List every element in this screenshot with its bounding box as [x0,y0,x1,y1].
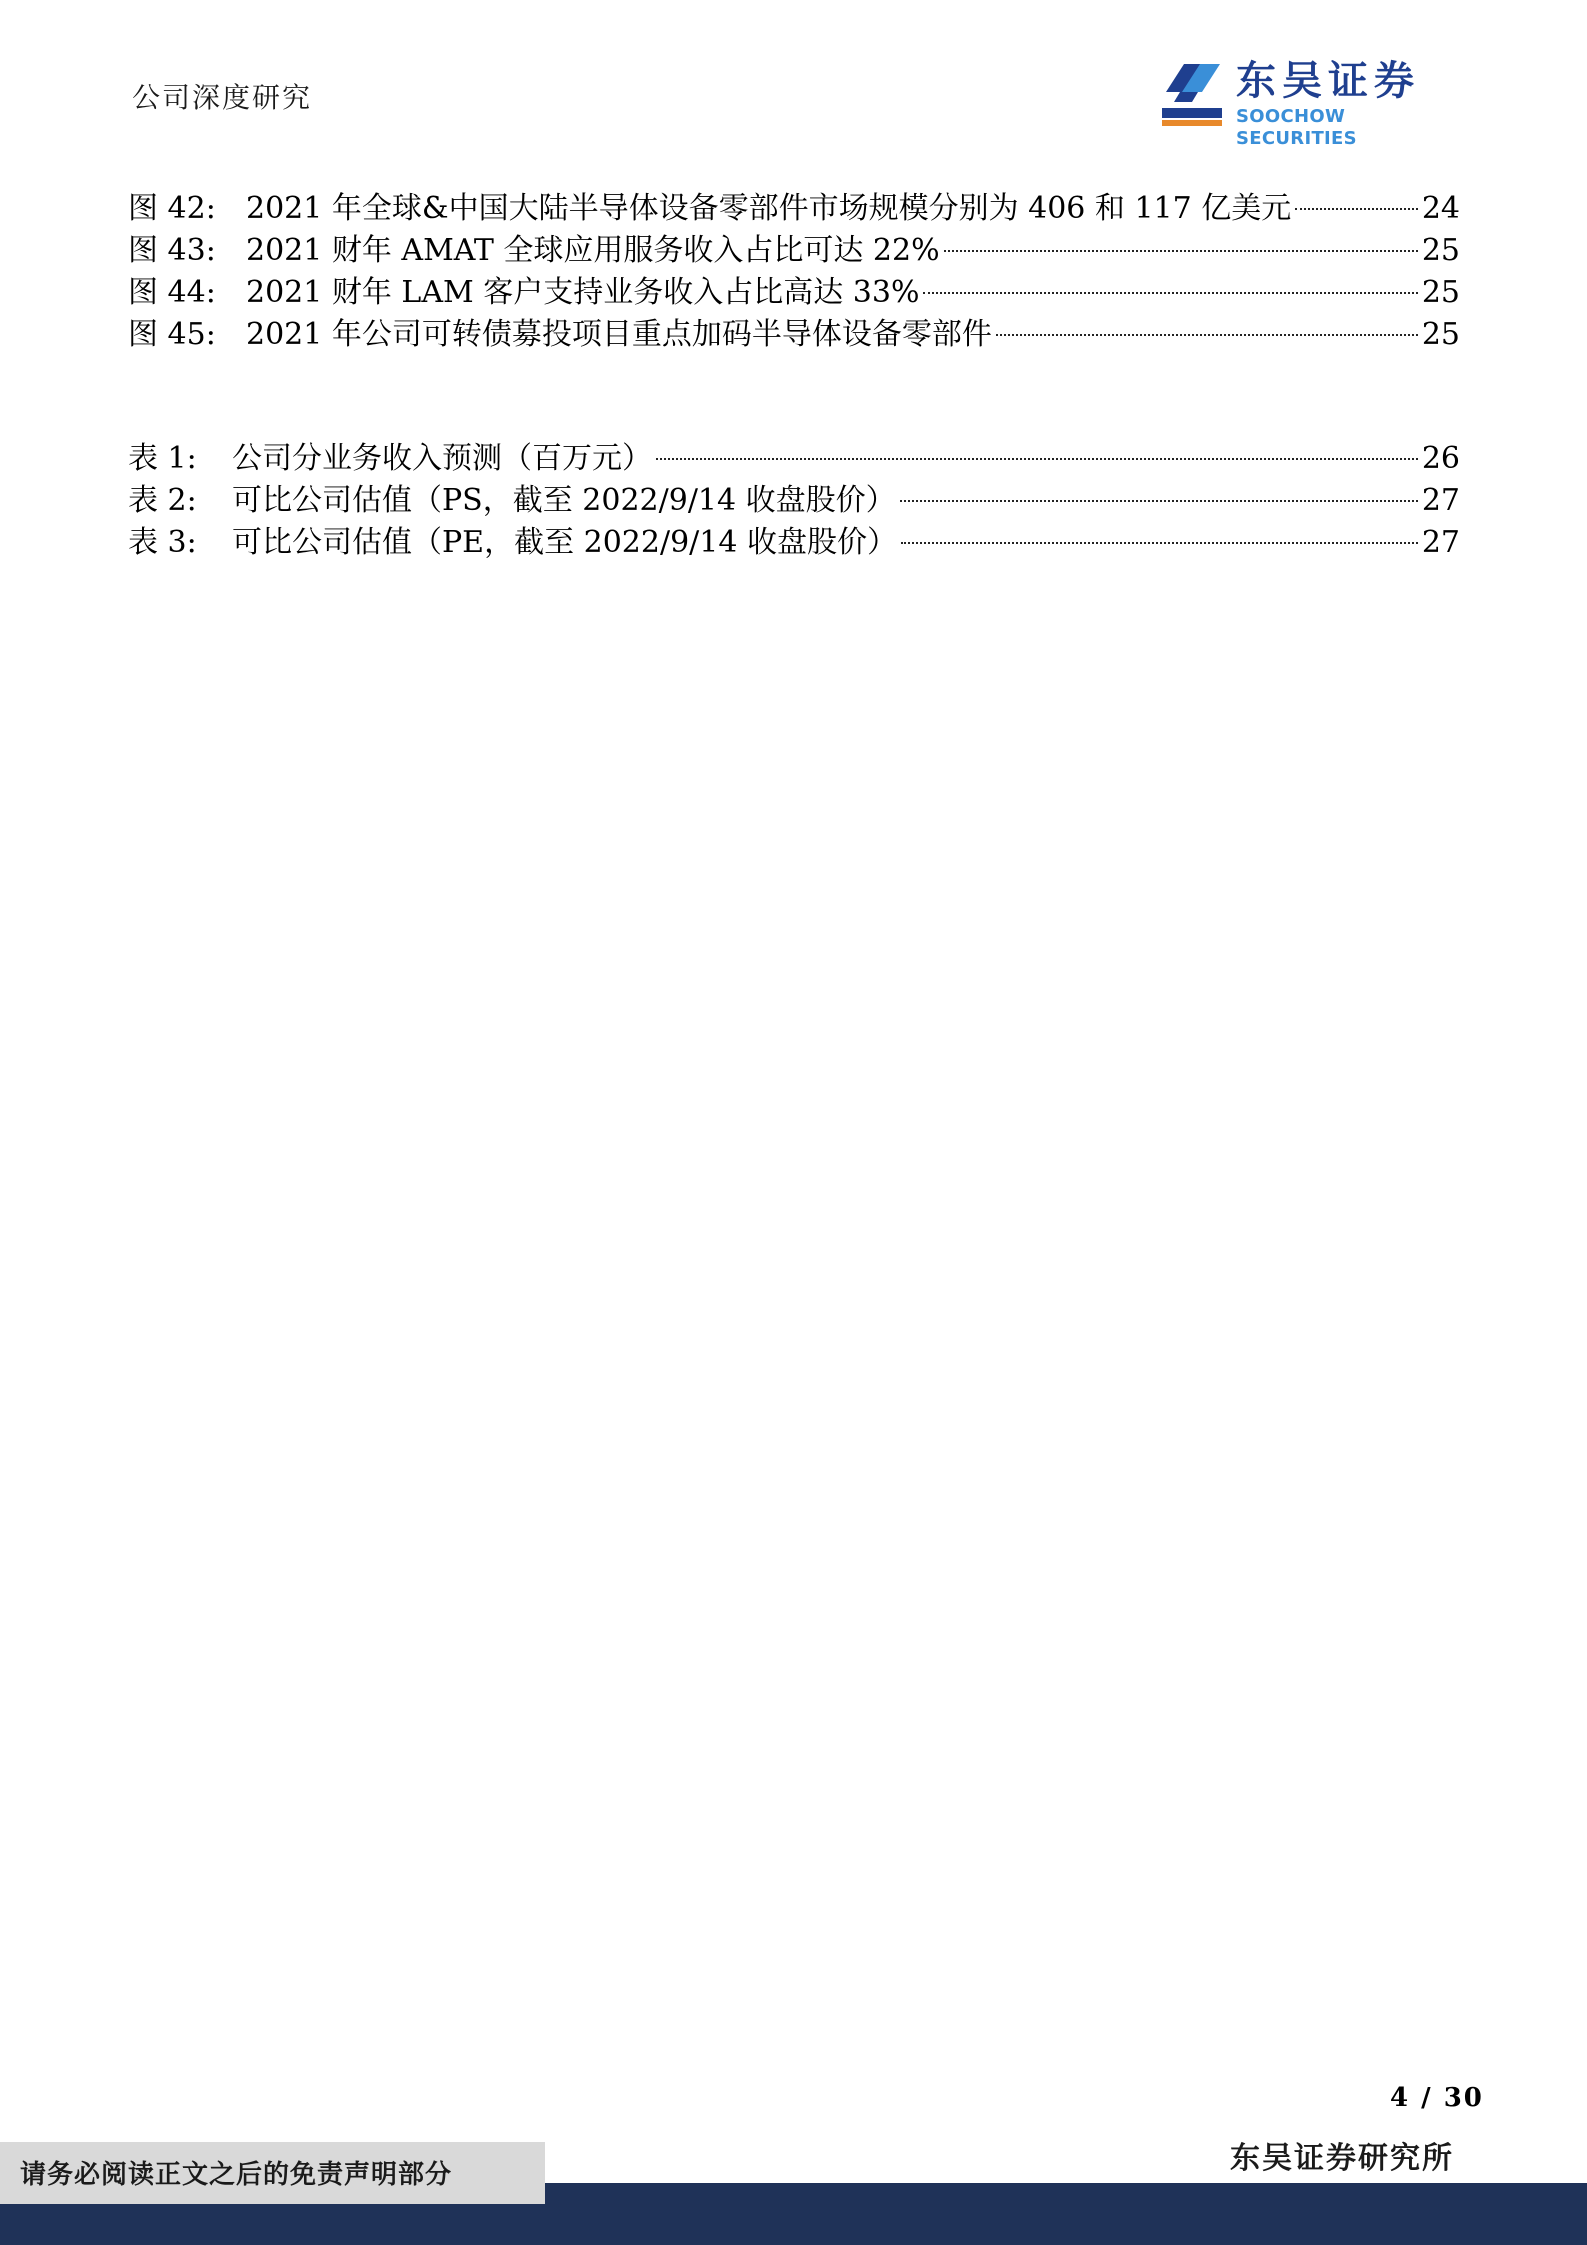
toc-entry-figure[interactable] [128,272,1460,314]
toc-leader-dots [1295,208,1418,210]
toc-entry-page: 25 [1421,233,1460,268]
table-list [128,438,1460,564]
toc-entry-number: 图 43: [128,233,216,268]
page-number: 4 / 30 [1390,2083,1484,2113]
toc-entry-title: 2021 财年 LAM 客户支持业务收入占比高达 33% [246,275,920,310]
toc-entry-number: 表 1: [128,441,197,476]
toc-entry-title: 公司分业务收入预测（百万元） [232,441,652,476]
toc-entry-title: 可比公司估值（PS，截至 2022/9/14 收盘股价） [232,483,896,518]
toc-entry-title: 2021 财年 AMAT 全球应用服务收入占比可达 22% [246,233,940,268]
toc-entry-table[interactable] [128,438,1460,480]
toc-entry-page: 27 [1421,483,1460,518]
toc-leader-dots [656,458,1418,460]
toc-entry-page: 25 [1421,275,1460,310]
toc-entry-figure[interactable] [128,188,1460,230]
disclaimer-text: 请务必阅读正文之后的免责声明部分 [20,2160,453,2190]
toc-entry-figure[interactable] [128,230,1460,272]
toc-entry-page: 27 [1421,525,1460,560]
toc-entry-table[interactable] [128,522,1460,564]
toc-leader-dots [900,500,1418,502]
toc-entry-title: 2021 年公司可转债募投项目重点加码半导体设备零部件 [246,317,992,352]
toc-entry-title: 可比公司估值（PE，截至 2022/9/14 收盘股价） [232,525,897,560]
scs-logo-icon [1158,58,1228,130]
logo-name-en: SOOCHOW SECURITIES [1236,106,1357,149]
toc-entry-page: 26 [1421,441,1460,476]
toc-entry-figure[interactable] [128,314,1460,356]
report-type-label: 公司深度研究 [132,81,313,114]
toc-entry-page: 25 [1421,317,1460,352]
toc-entry-page: 24 [1421,191,1460,226]
toc-entry-number: 图 44: [128,275,216,310]
disclaimer-box [0,2142,545,2204]
toc-entry-table[interactable] [128,480,1460,522]
toc-entry-number: 图 42: [128,191,216,226]
toc-leader-dots [923,292,1417,294]
toc-leader-dots [996,334,1418,336]
toc-entry-number: 表 2: [128,483,197,518]
institute-name: 东吴证券研究所 [1230,2141,1454,2176]
figure-list [128,188,1460,356]
toc-leader-dots [901,542,1418,544]
toc-entry-title: 2021 年全球&中国大陆半导体设备零部件市场规模分别为 406 和 117 亿美元 [246,191,1292,226]
logo-name-cn: 东吴证券 [1236,58,1420,104]
toc-entry-number: 图 45: [128,317,216,352]
toc-leader-dots [944,250,1418,252]
company-logo [1158,58,1470,149]
toc-entry-number: 表 3: [128,525,197,560]
